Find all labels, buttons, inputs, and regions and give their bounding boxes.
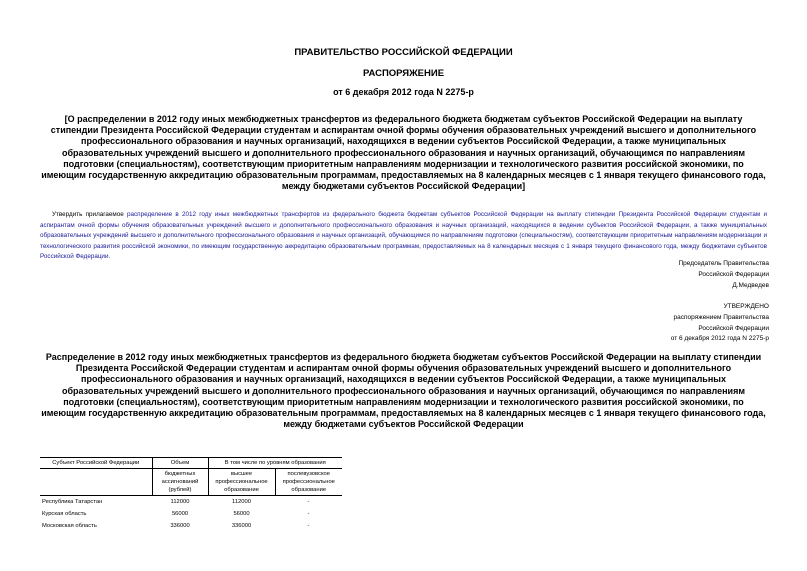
- header-including: В том числе по уровням образования: [208, 458, 342, 469]
- header-volume-sub: бюджетных ассигнований (рублей): [152, 469, 208, 496]
- order-lead-text: Утвердить прилагаемое: [52, 211, 128, 218]
- signature-block: [678, 259, 769, 291]
- approval-date: от 6 декабря 2012 года N 2275-р: [670, 335, 769, 343]
- row-higher: 56000: [233, 511, 250, 517]
- row-subject: Московская область: [42, 523, 97, 529]
- row-subject: Республика Татарстан: [42, 499, 103, 505]
- header-volume: Объем: [152, 458, 208, 469]
- row-postgrad: -: [307, 499, 310, 505]
- header-postgrad: послевузовское профессиональное образование: [275, 469, 342, 496]
- row-subject: Курская область: [42, 511, 87, 517]
- row-volume: 56000: [171, 511, 189, 517]
- approval-block: [671, 302, 769, 345]
- table-row: [40, 496, 342, 509]
- row-postgrad: -: [307, 523, 310, 529]
- document-date-number: от 6 декабря 2012 года N 2275-р: [333, 87, 474, 97]
- approval-by: распоряжением Правительства: [673, 313, 769, 321]
- distribution-title: Распределение в 2012 году иных межбюджетных трансфертов из федерального бюджета бюджетам субъектов Российской Федерации на выплату стипендии Президента Российской Федерации студентам и аспирантам очной формы обучения образовательных учреждений высшего и дополнительного профессионального образования и научных организаций, находящихся в ведении субъектов Российской Федерации, а также муниципальных образовательных учреждений высшего и дополнительного профессионального образования и научных организаций, обучающимся по направлениям подготовки (специальностям), соответствующим приоритетным направлениям модернизации и технологического развития российской экономики, по имеющим государственную аккредитацию образовательным программам, предоставляемых на 8 календарных месяцев с 1 января текущего финансового года, между бюджетами субъектов Российской Федерации: [41, 352, 766, 430]
- distribution-link[interactable]: распределение в 2012 году иных межбюджетных трансфертов из федерального бюджета бюджетам субъектов Российской Федерации на выплату стипендии Президента Российской Федерации студентам и аспирантам очной формы обучения образовательных учреждений высшего и дополнительного профессионального образования и научных организаций, находящихся в ведении субъектов Российской Федерации, а также муниципальных образовательных учреждений высшего и дополнительного профессионального образования и научных организаций, обучающимся по направлениям подготовки (специальностям), соответствующим приоритетным направлениям модернизации и технологического развития российской экономики, по имеющим государственную аккредитацию образовательным программам, предоставляемых на 8 календарных месяцев с 1 января текущего финансового года, между бюджетами субъектов Российской Федерации.: [40, 211, 767, 260]
- row-volume: 112000: [170, 499, 190, 505]
- row-postgrad: -: [307, 511, 310, 517]
- header-subject: Субъект Российской Федерации: [40, 458, 152, 469]
- header-higher: высшее профессиональное образование: [208, 469, 275, 496]
- distribution-table: [40, 457, 342, 532]
- government-heading: ПРАВИТЕЛЬСТВО РОССИЙСКОЙ ФЕДЕРАЦИИ: [294, 47, 513, 58]
- table-row: [40, 520, 342, 532]
- signature-position: Председатель Правительства: [678, 260, 769, 267]
- row-volume: 336000: [170, 523, 190, 529]
- row-higher: 336000: [231, 523, 252, 529]
- table-row: [40, 508, 342, 520]
- approval-stamp: УТВЕРЖДЕНО: [723, 303, 769, 310]
- approval-organization: Российской Федерации: [698, 324, 769, 332]
- signature-name: Д.Медведев: [732, 281, 769, 289]
- row-higher: 112000: [232, 499, 251, 505]
- header-subject-blank: [40, 469, 152, 496]
- document-type: РАСПОРЯЖЕНИЕ: [362, 68, 445, 79]
- signature-organization: Российской Федерации: [698, 270, 769, 278]
- order-body: [40, 210, 767, 263]
- document-title: [О распределении в 2012 году иных межбюджетных трансфертов из федерального бюджета бюджетам субъектов Российской Федерации на выплату стипендии Президента Российской Федерации студентам и аспирантам очной формы обучения образовательных учреждений высшего и дополнительного профессионального образования и научных организаций, находящихся в ведении субъектов Российской Федерации, а также муниципальных образовательных учреждений высшего и дополнительного профессионального образования и научных организаций, обучающимся по направлениям подготовки (специальностям), соответствующим приоритетным направлениям модернизации и технологического развития российской экономики, по имеющим государственную аккредитацию образовательным программам, предоставляемых на 8 календарных месяцев с 1 января текущего финансового года, между бюджетами субъектов Российской Федерации]: [41, 114, 766, 192]
